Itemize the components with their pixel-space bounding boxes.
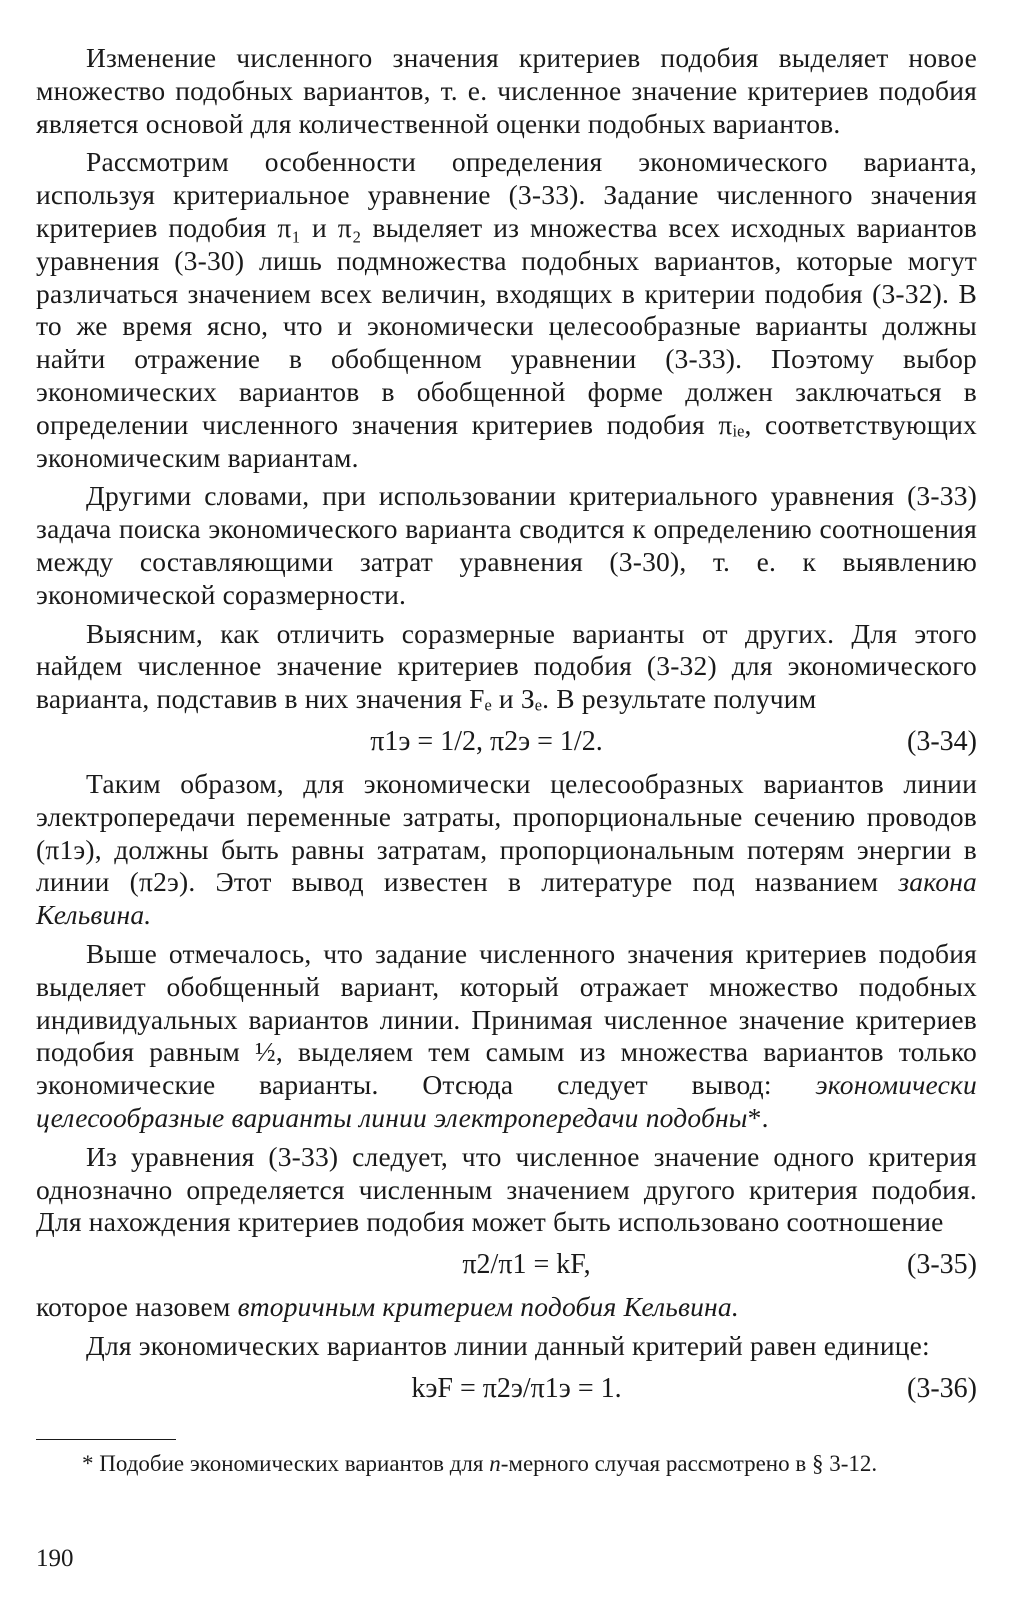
kelvin-law-term: закона Кельвина. — [36, 866, 977, 931]
paragraph-kelvin-law — [36, 768, 977, 932]
equation-number: (3-35) — [907, 1249, 977, 1281]
footnote-text: * Подобие экономических вариантов для — [82, 1450, 484, 1476]
paragraph-unity: Для экономических вариантов линии данный критерий равен единице: — [86, 1329, 930, 1361]
equation-3-36 — [36, 1369, 977, 1409]
footnote-divider — [36, 1439, 176, 1440]
paragraph-criteria-change: Изменение численного значения критериев подобия выделяет новое множество подобных вариантов, т. е. численное значение критериев подобия является основой для количественной оценки подобных вариантов. — [36, 42, 977, 139]
footnote — [36, 1450, 977, 1478]
paragraph-text: которое назовем — [36, 1291, 231, 1323]
paragraph-above-noted — [36, 938, 977, 1135]
equation-expression: π1э = 1/2, π2э = 1/2. — [370, 725, 603, 757]
paragraph-named-criterion — [36, 1291, 977, 1324]
paragraph-text: Таким образом, для экономически целесообразных вариантов линии электропередачи переменные затраты, пропорциональные сечению проводов (π1э), должны быть равны затратам, пропорциональным потерям энергии в линии (π2э). Этот вывод известен в литературе под названием — [36, 767, 977, 898]
equation-3-35 — [36, 1245, 977, 1285]
footnote-tail: -мерного случая рассмотрено в § 3-12. — [500, 1450, 878, 1476]
paragraph-text: Выше отмечалось, что задание численного значения критериев подобия выделяет обобщенный вариант, который отражает множество подобных индивидуальных вариантов линии. Принимая численное значение критериев подобия равным ½, выделяем тем самым из множества вариантов только экономические варианты. Отсюда следует вывод: — [36, 937, 977, 1101]
secondary-criterion-term: вторичным критерием подобия Кельвина. — [237, 1291, 739, 1323]
paragraph-other-words: Другими словами, при использовании критериального уравнения (3-33) задача поиска экономического варианта сводится к определению соотношения между составляющими затрат уравнения (3-30), т. е. к выявлению экономической соразмерности. — [36, 480, 977, 610]
equation-number: (3-36) — [907, 1372, 977, 1404]
paragraph-consider: Рассмотрим особенности определения экономического варианта, используя критериальное уравнение (3-33). Задание численного значения критериев подобия π₁ и π₂ выделяет из множества всех исходных вариантов уравнения (3-30) лишь подмножества подобных вариантов, которые могут различаться значением всех величин, входящих в критерии подобия (3-32). В то же время ясно, что и экономически целесообразные варианты должны найти отражение в обобщенном уравнении (3-33). Поэтому выбор экономических вариантов в обобщенной форме должен заключаться в определении численного значения критериев подобия πᵢₑ, соответствующих экономическим вариантам. — [36, 146, 977, 473]
conclusion-italic: экономически целесообразные варианты линии электропередачи подобны — [36, 1069, 977, 1133]
paragraph-find-out: Выясним, как отличить соразмерные варианты от других. Для этого найдем численное значение критериев подобия (3-32) для экономического варианта, подставив в них значения Fₑ и Зₑ. В результате получим — [36, 617, 977, 715]
footnote-italic: n — [489, 1450, 501, 1476]
equation-3-34 — [36, 722, 977, 762]
equation-expression: kэF = π2э/π1э = 1. — [411, 1372, 622, 1404]
page-number: 190 — [36, 1545, 74, 1572]
equation-number: (3-34) — [907, 725, 977, 757]
paragraph-from-equation: Из уравнения (3-33) следует, что численное значение одного критерия однозначно определяется численным значением другого критерия подобия. Для нахождения критериев подобия может быть использовано соотношение — [36, 1140, 977, 1238]
footnote-marker: *. — [747, 1101, 769, 1133]
equation-expression: π2/π1 = kF, — [462, 1249, 591, 1281]
